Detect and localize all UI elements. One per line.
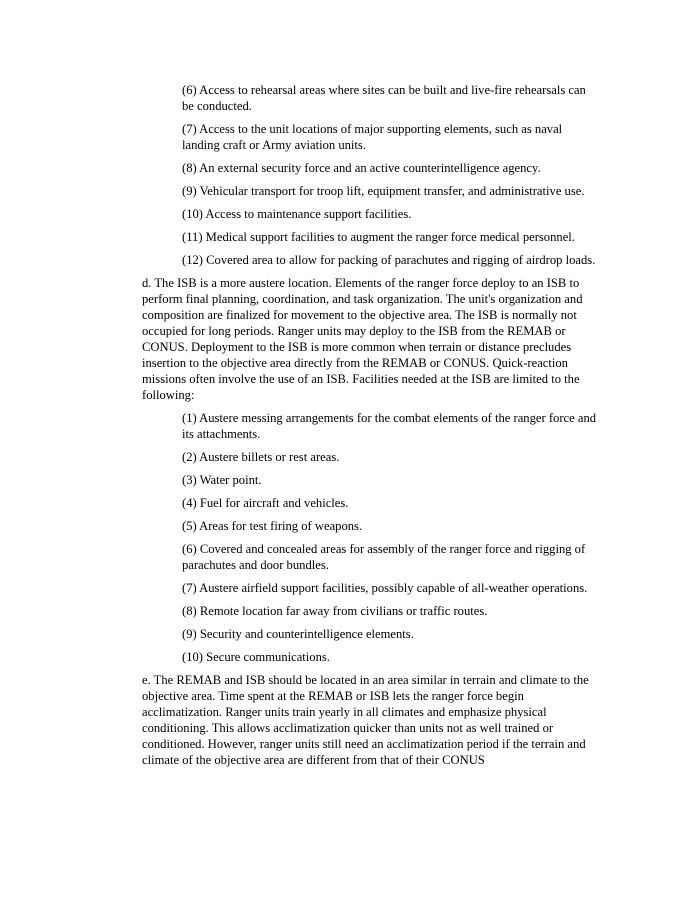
paragraph-d-isb: d. The ISB is a more austere location. Elements of the ranger force deploy to an ISB to perform final planning, coordination, and task organization. The unit's organization and composition are finalized for movement to the objective area. The ISB is normally not occupied for long periods. Ranger units may deploy to the ISB from the REMAB or CONUS. Deployment to the ISB is more common when terrain or distance precludes insertion to the objective area directly from the REMAB or CONUS. Quick-reaction missions often involve the use of an ISB. Facilities needed at the ISB are limited to the following: xyxy=(142,276,583,402)
isb-item-communications: (10) Secure communications. xyxy=(182,650,330,664)
isb-item-assembly-areas: (6) Covered and concealed areas for assembly of the ranger force and rigging of parachutes and door bundles. xyxy=(182,542,586,572)
list-item-supporting-elements: (7) Access to the unit locations of major supporting elements, such as naval landing craft or Army aviation units. xyxy=(182,122,563,152)
list-item-parachute-packing: (12) Covered area to allow for packing of parachutes and rigging of airdrop loads. xyxy=(182,253,596,267)
list-item-rehearsal-areas: (6) Access to rehearsal areas where sites can be built and live-fire rehearsals can be conducted. xyxy=(182,83,586,113)
isb-item-test-firing: (5) Areas for test firing of weapons. xyxy=(182,519,363,533)
isb-item-airfield-support: (7) Austere airfield support facilities, possibly capable of all-weather operations. xyxy=(182,581,588,595)
list-item-vehicular-transport: (9) Vehicular transport for troop lift, equipment transfer, and administrative use. xyxy=(182,184,585,198)
isb-item-security-elements: (9) Security and counterintelligence elements. xyxy=(182,627,414,641)
isb-item-messing: (1) Austere messing arrangements for the combat elements of the ranger force and its attachments. xyxy=(182,411,597,441)
paragraph-e-acclimatization: e. The REMAB and ISB should be located in an area similar in terrain and climate to the objective area. Time spent at the REMAB or ISB lets the ranger force begin acclimatization. Ranger units train yearly in all climates and emphasize physical conditioning. This allows acclimatization quicker than units not as well trained or conditioned. However, ranger units still need an acclimatization period if the terrain and climate of the objective area are different from that of their CONUS xyxy=(142,673,589,767)
list-item-security-force: (8) An external security force and an active counterintelligence agency. xyxy=(182,161,541,175)
list-item-maintenance-support: (10) Access to maintenance support facilities. xyxy=(182,207,412,221)
isb-item-fuel: (4) Fuel for aircraft and vehicles. xyxy=(182,496,349,510)
isb-item-water-point: (3) Water point. xyxy=(182,473,262,487)
isb-item-remote-location: (8) Remote location far away from civilians or traffic routes. xyxy=(182,604,488,618)
document-body xyxy=(142,82,597,768)
isb-item-billets: (2) Austere billets or rest areas. xyxy=(182,450,340,464)
list-item-medical-support: (11) Medical support facilities to augment the ranger force medical personnel. xyxy=(182,230,575,244)
